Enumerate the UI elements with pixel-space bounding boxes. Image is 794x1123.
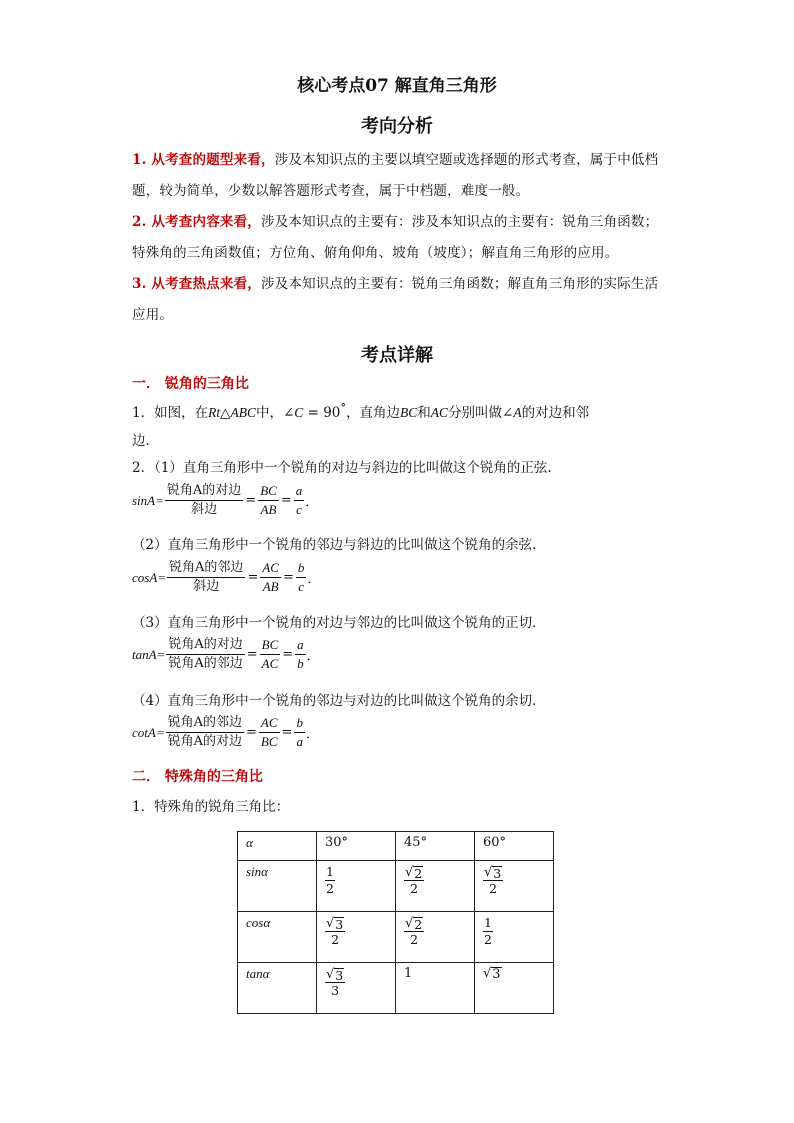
row-label-tan: tanα	[238, 963, 317, 1014]
fraction	[167, 560, 245, 595]
analysis-text-3: 涉及本知识点的主要有：锐角三角函数；解直角三角形的实际生活应用。	[132, 276, 659, 323]
sqrt	[326, 968, 344, 982]
fraction	[258, 483, 279, 518]
fraction	[483, 915, 493, 948]
fraction	[259, 715, 280, 750]
period: ．	[307, 572, 321, 587]
analysis-lead-2: 2. 从考查内容来看，	[132, 214, 261, 230]
row-label-cos: cosα	[238, 912, 317, 963]
denominator: 锐角A的邻边	[168, 656, 243, 671]
item-1-continuation: 边．	[132, 433, 159, 449]
fraction	[165, 483, 243, 518]
item-2-cotangent-definition: （4）直角三角形中一个锐角的邻边与对边的比叫做这个锐角的余切．	[132, 693, 546, 709]
numerator	[325, 966, 345, 983]
equals: =	[247, 570, 259, 585]
item-2-sine-definition: 2．（1）直角三角形中一个锐角的对边与斜边的比叫做这个锐角的正弦．	[132, 460, 561, 476]
radicand: 3	[493, 866, 502, 881]
text: = 90	[303, 405, 341, 421]
denominator: c	[298, 579, 305, 594]
section-heading-analysis: 考向分析	[361, 116, 433, 137]
radical-sign: √	[405, 916, 414, 931]
denominator: a	[296, 734, 303, 749]
tangent-formula	[132, 637, 320, 672]
cell-sin45	[396, 861, 475, 912]
bc-label: BC	[400, 405, 418, 420]
table-row-sin	[238, 861, 554, 912]
fraction	[294, 715, 305, 750]
a-label: A	[513, 405, 522, 420]
numerator: 锐角A的邻边	[166, 715, 244, 733]
sqrt	[326, 917, 344, 931]
period: ．	[305, 495, 319, 510]
numerator: a	[295, 637, 306, 655]
fraction	[166, 637, 244, 672]
fraction	[166, 715, 244, 750]
equals: =	[280, 493, 292, 508]
denominator: AB	[260, 502, 277, 517]
denominator: 锐角A的对边	[167, 734, 242, 749]
formula-lhs: tanA=	[132, 646, 166, 662]
sqrt	[483, 967, 502, 981]
numerator: AC	[260, 560, 281, 578]
subheading-special-angles: 二． 特殊角的三角比	[132, 769, 263, 785]
subheading-acute-ratios: 一． 锐角的三角比	[132, 376, 249, 392]
radicand: 2	[414, 866, 423, 881]
triangle-symbol: △	[220, 405, 231, 421]
fraction	[325, 915, 345, 948]
analysis-paragraph-2	[132, 207, 667, 269]
sqrt	[484, 866, 502, 880]
text: 的对边和邻	[521, 405, 590, 421]
fraction	[404, 915, 424, 948]
numerator	[483, 864, 503, 881]
fraction	[296, 560, 307, 595]
analysis-lead-1: 1. 从考查的题型来看，	[132, 152, 275, 168]
numerator: BC	[260, 637, 281, 655]
formula-lhs: cosA=	[132, 569, 167, 585]
analysis-paragraph-1	[132, 145, 667, 207]
denominator: 斜边	[193, 579, 220, 594]
radicand: 3	[335, 917, 344, 932]
denominator: 斜边	[191, 502, 218, 517]
radical-sign: √	[326, 916, 335, 931]
equals: =	[246, 725, 257, 740]
denominator: 2	[331, 932, 340, 947]
numerator: AC	[259, 715, 280, 733]
denominator: 2	[326, 881, 334, 896]
fraction	[404, 864, 424, 897]
cotangent-formula	[132, 715, 319, 750]
denominator: 2	[410, 932, 419, 947]
period: ．	[306, 649, 320, 664]
numerator: a	[294, 483, 305, 501]
sine-formula	[132, 483, 318, 518]
rt-label: Rt	[208, 405, 221, 420]
item-2-tangent-definition: （3）直角三角形中一个锐角的对边与邻边的比叫做这个锐角的正切．	[132, 615, 546, 631]
numerator	[325, 915, 345, 932]
text: 1．如图，在	[132, 405, 209, 421]
numerator: b	[296, 560, 307, 578]
numerator: 锐角A的对边	[165, 483, 243, 501]
denominator: 2	[489, 881, 498, 896]
abc-label: ABC	[230, 405, 256, 420]
item-2-cosine-definition: （2）直角三角形中一个锐角的邻边与斜边的比叫做这个锐角的余弦．	[132, 537, 546, 553]
equals: =	[245, 493, 257, 508]
analysis-text-1: 涉及本知识点的主要以填空题或选择题的形式考查，属于中低档题，较为简单，少数以解答题形式考查，属于中档题，难度一般。	[132, 152, 659, 199]
numerator	[404, 864, 424, 881]
cell-cos30	[317, 912, 396, 963]
period: ．	[305, 727, 319, 742]
equals: =	[281, 725, 293, 740]
denominator: 2	[484, 932, 492, 947]
text: 分别叫做∠	[448, 405, 514, 421]
denominator: BC	[260, 734, 278, 749]
denominator: b	[297, 656, 304, 671]
fraction	[325, 864, 335, 897]
denominator: 2	[410, 881, 419, 896]
header-cell-alpha: α	[238, 832, 317, 861]
item-3-intro: 1．特殊角的锐角三角比：	[132, 799, 290, 815]
formula-lhs: sinA=	[132, 492, 164, 508]
page-title: 核心考点07 解直角三角形	[297, 76, 497, 96]
text: ，直角边	[346, 405, 401, 421]
radicand: 3	[335, 968, 344, 983]
table-header-row	[238, 832, 554, 861]
degree-symbol: °	[340, 401, 347, 415]
section-heading-details: 考点详解	[361, 345, 433, 366]
numerator: 1	[484, 915, 492, 930]
fraction	[294, 483, 305, 518]
header-cell-45: 45°	[396, 832, 475, 861]
header-cell-30: 30°	[317, 832, 396, 861]
row-label-sin: sinα	[238, 861, 317, 912]
header-cell-60: 60°	[475, 832, 554, 861]
numerator: 锐角A的对边	[166, 637, 244, 655]
radical-sign: √	[484, 865, 493, 880]
radical-sign: √	[405, 865, 414, 880]
item-1-line	[132, 401, 589, 421]
radical-sign: √	[326, 967, 335, 982]
fraction	[260, 637, 281, 672]
cell-sin60	[475, 861, 554, 912]
text: 中，∠	[255, 405, 295, 421]
table-row-tan	[238, 963, 554, 1014]
numerator: b	[294, 715, 305, 733]
denominator: AC	[261, 656, 279, 671]
c-label: C	[294, 405, 304, 420]
cell-tan60	[475, 963, 554, 1014]
equals: =	[246, 647, 258, 662]
cell-cos60	[475, 912, 554, 963]
cell-tan30	[317, 963, 396, 1014]
analysis-lead-3: 3. 从考查热点来看，	[132, 276, 261, 292]
denominator: 3	[331, 983, 340, 998]
sqrt	[405, 866, 423, 880]
analysis-text-2: 涉及本知识点的主要有：涉及本知识点的主要有：锐角三角函数；特殊角的三角函数值；方位角、俯角仰角、坡角（坡度）；解直角三角形的应用。	[132, 214, 659, 261]
analysis-paragraph-3	[132, 269, 667, 331]
radicand: 2	[414, 917, 423, 932]
sqrt	[405, 917, 423, 931]
fraction	[483, 864, 503, 897]
formula-lhs: cotA=	[132, 724, 165, 740]
cell-sin30	[317, 861, 396, 912]
denominator: c	[296, 502, 302, 517]
fraction	[325, 966, 345, 999]
equals: =	[282, 647, 294, 662]
equals: =	[282, 570, 294, 585]
text: 和	[417, 405, 431, 421]
cosine-formula	[132, 560, 320, 595]
cell-tan45: 1	[396, 963, 475, 1014]
table-row-cos	[238, 912, 554, 963]
special-angle-table	[237, 831, 554, 1014]
fraction	[295, 637, 306, 672]
radical-sign: √	[483, 966, 492, 981]
numerator	[404, 915, 424, 932]
fraction	[260, 560, 281, 595]
numerator: 1	[326, 864, 334, 879]
denominator: AB	[262, 579, 279, 594]
numerator: 锐角A的邻边	[167, 560, 245, 578]
numerator: BC	[258, 483, 279, 501]
ac-label: AC	[430, 405, 449, 420]
radicand: 3	[492, 967, 501, 982]
cell-cos45	[396, 912, 475, 963]
